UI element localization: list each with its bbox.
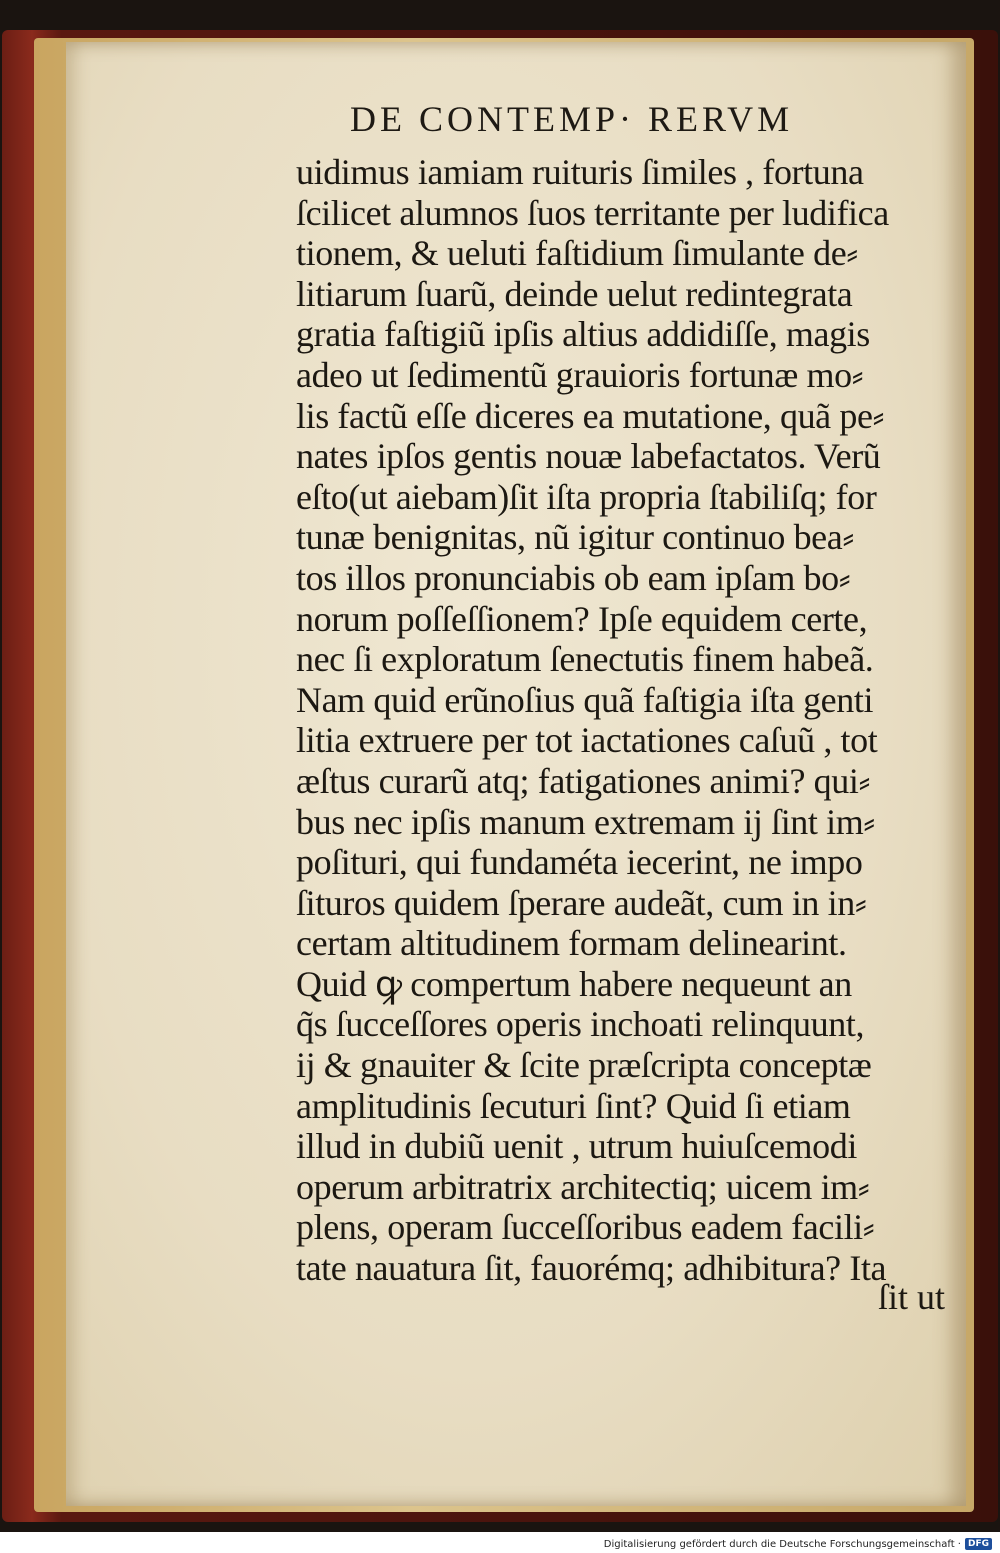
- text-line: tunæ benignitas, nũ igitur continuo bea⸗: [296, 517, 854, 558]
- running-head: DE CONTEMP· RERVM: [350, 99, 794, 139]
- text-line: Quid ꝙ compertum habere nequeunt an: [296, 963, 852, 1004]
- text-line: ij & gnauiter & ſcite præſcripta conceptæ: [296, 1045, 872, 1086]
- text-line: ſcilicet alumnos ſuos territante per ludifica: [296, 192, 889, 233]
- text-line: nec ſi exploratum ſenectutis finem habeã.: [296, 639, 874, 680]
- text-line: certam altitudinem formam delinearint.: [296, 923, 847, 964]
- text-line: adeo ut ſedimentũ grauioris fortunæ mo⸗: [296, 354, 864, 395]
- text-line: ſituros quidem ſperare audeãt, cum in in⸗: [296, 882, 867, 923]
- text-line: tos illos pronunciabis ob eam ipſam bo⸗: [296, 557, 851, 598]
- text-line: eſto(ut aiebam)ſit iſta propria ſtabiliſq; for: [296, 476, 877, 517]
- text-line: gratia faſtigiũ ipſis altius addidiſſe, magis: [296, 314, 870, 355]
- text-line: bus nec ipſis manum extremam ij ſint im⸗: [296, 801, 875, 842]
- text-block: [296, 152, 968, 1289]
- text-line: æſtus curarũ atq; fatigationes animi? qui⸗: [296, 760, 871, 801]
- text-line: Nam quid erũnoſius quã faſtigia iſta genti: [296, 679, 874, 720]
- text-line: tate nauatura ſit, fauorémq; adhibitura? Ita: [296, 1248, 887, 1289]
- text-line: lis factũ eſſe diceres ea mutatione, quã pe⸗: [296, 395, 885, 436]
- text-line: amplitudinis ſecuturi ſint? Quid ſi etiam: [296, 1085, 851, 1126]
- footer-credit: [604, 1536, 992, 1552]
- footer-credit-text: Digitalisierung gefördert durch die Deutsche Forschungsgemeinschaft ·: [603, 1538, 961, 1550]
- text-line: litia extruere per tot iactationes caſuũ , tot: [296, 720, 878, 761]
- text-line: plens, operam ſucceſſoribus eadem facili⸗: [296, 1207, 875, 1248]
- text-line: tionem, & ueluti faſtidium ſimulante de⸗: [296, 233, 858, 274]
- text-line: nates ipſos gentis nouæ labefactatos. Verũ: [296, 436, 881, 477]
- text-line: q̃s ſucceſſores operis inchoati relinquunt,: [296, 1004, 865, 1045]
- text-line: operum arbitratrix architectiq; uicem im⸗: [296, 1166, 870, 1207]
- text-line: illud in dubiũ uenit , utrum huiuſcemodi: [296, 1126, 857, 1167]
- text-line: norum poſſeſſionem? Ipſe equidem certe,: [296, 598, 868, 639]
- catchword: ſit ut: [878, 1277, 946, 1317]
- text-line: litiarum ſuarũ, deinde uelut redintegrata: [296, 273, 853, 314]
- text-line: poſituri, qui fundaméta iecerint, ne impo: [296, 842, 863, 883]
- dfg-logo: DFG: [965, 1538, 992, 1550]
- text-line: uidimus iamiam ruituris ſimiles , fortuna: [296, 152, 864, 192]
